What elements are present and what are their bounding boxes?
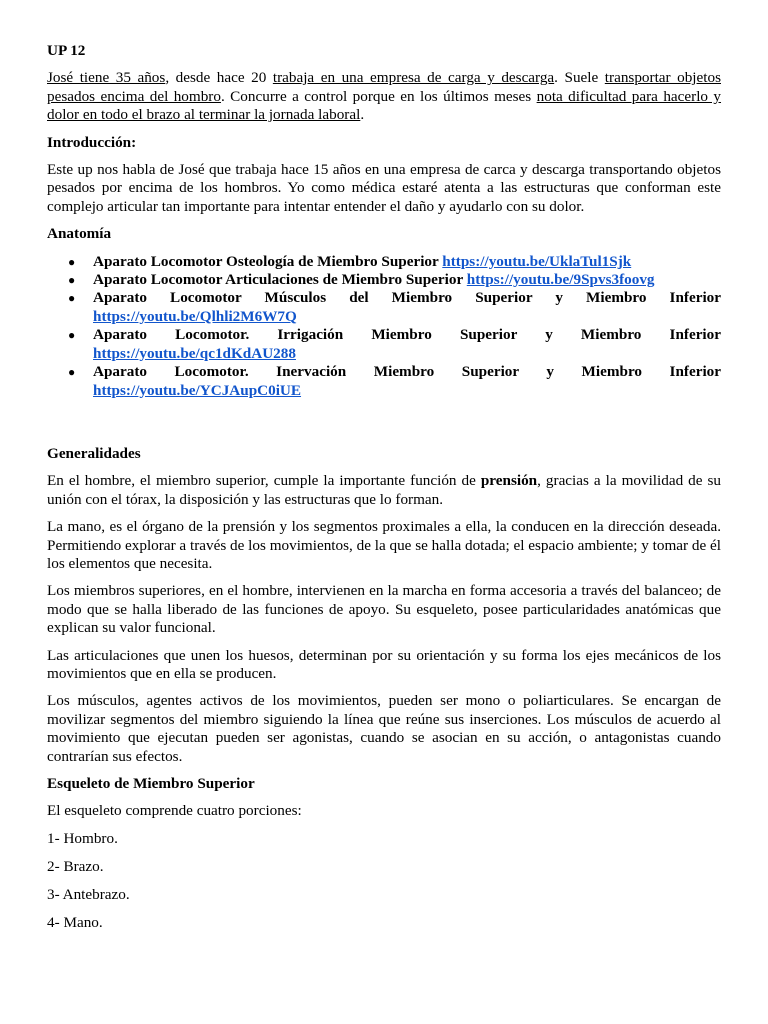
esqueleto-intro: El esqueleto comprende cuatro porciones: (47, 802, 302, 820)
case-part-1: José tiene 35 años (47, 69, 166, 87)
generalidades-heading: Generalidades (47, 444, 141, 462)
case-part-7: nota dificultad para hacerlo y dolor en todo el brazo al terminar la jornada laboral (47, 87, 722, 124)
anatomia-item-label: Aparato Locomotor Osteología de Miembro Superior (93, 252, 443, 270)
gen-p1-part-c: , gracias a la movilidad de su unión con el tórax, la disposición y las estructuras que lo forman. (47, 472, 721, 508)
bullet-icon: ● (68, 273, 76, 288)
anatomia-item-label: Aparato Locomotor. Irrigación Miembro Superior y Miembro Inferior (93, 326, 721, 344)
anatomia-item (68, 252, 721, 271)
anatomia-item-label: Aparato Locomotor. Inervación Miembro Superior y Miembro Inferior (93, 363, 721, 381)
anatomia-item-link[interactable]: https://youtu.be/UklaTul1Sjk (442, 252, 632, 270)
case-part-3: trabaja en una empresa de carga y descarga (272, 69, 555, 87)
gen-p1-bold: prensión (480, 472, 538, 490)
anatomia-item-label: Aparato Locomotor Articulaciones de Miembro Superior (93, 271, 467, 289)
bullet-icon: ● (68, 328, 76, 343)
spacer (47, 409, 721, 445)
generalidades-p3: Los miembros superiores, en el hombre, intervienen en la marcha en forma accesoria a través del balanceo; de modo que se halla liberado de las funciones de apoyo. Su esqueleto, posee particularidades anatómicas que explican su valor funcional. (47, 582, 721, 637)
generalidades-p2: La mano, es el órgano de la prensión y los segmentos proximales a ella, la conducen en la dirección deseada. Permitiendo explorar a través de los movimientos, de la que se halla dotada; el espacio ambiente; y tomar de él los elementos que necesita. (47, 518, 721, 572)
introduccion-heading: Introducción: (47, 133, 137, 151)
introduccion-text: Este up nos habla de José que trabaja hace 15 años en una empresa de carca y descarga transportando objetos pesados por encima de los hombros. Yo como médica estaré atenta a las estructuras que conforman este complejo articular tan importante para intentar entender el daño y ayudarlo con su dolor. (47, 161, 721, 215)
doc-title: UP 12 (47, 42, 86, 59)
anatomia-item (68, 363, 721, 400)
generalidades-p1 (47, 472, 721, 509)
generalidades-p5: Los músculos, agentes activos de los movimientos, pueden ser mono o poliarticulares. Se encargan de movilizar segmentos del miembro siguiendo la línea que reúne sus inserciones. Los músculos de acuerdo al movimiento que ejecutan pueden ser agonistas, cuando se asocian en su acción, o antagonistas cuando contrarían sus efectos. (47, 692, 721, 765)
anatomia-item-link[interactable]: https://youtu.be/qc1dKdAU288 (93, 344, 296, 362)
esqueleto-item: 2- Brazo. (47, 857, 104, 875)
anatomia-item-link[interactable]: https://youtu.be/Qlhli2M6W7Q (93, 307, 297, 325)
case-part-5: transportar objetos pesados encima del hombro (47, 69, 721, 105)
bullet-icon: ● (68, 291, 76, 306)
bullet-icon: ● (68, 365, 76, 380)
anatomia-list (47, 253, 721, 400)
esqueleto-item: 1- Hombro. (47, 829, 118, 847)
case-paragraph (47, 69, 721, 124)
anatomia-item (68, 326, 721, 363)
esqueleto-heading: Esqueleto de Miembro Superior (47, 775, 255, 792)
case-part-4: . Suele (554, 69, 605, 87)
case-part-8: . (360, 106, 365, 124)
gen-p1-part-a: En el hombre, el miembro superior, cumple la importante función de (47, 472, 481, 490)
esqueleto-item: 4- Mano. (47, 913, 103, 931)
esqueleto-item: 3- Antebrazo. (47, 885, 130, 903)
anatomia-heading: Anatomía (47, 225, 112, 243)
anatomia-item (68, 289, 721, 326)
case-part-6: . Concurre a control porque en los últimos meses (220, 87, 537, 105)
case-part-2: , desde hace 20 (165, 69, 273, 87)
generalidades-p4: Las articulaciones que unen los huesos, determinan por su orientación y su forma los ejes mecánicos de los movimientos que en ella se producen. (47, 646, 721, 682)
anatomia-item-label: Aparato Locomotor Músculos del Miembro Superior y Miembro Inferior (93, 289, 721, 307)
document-page (47, 42, 721, 942)
bullet-icon: ● (68, 254, 76, 269)
anatomia-item (68, 271, 721, 289)
anatomia-item-link[interactable]: https://youtu.be/9Spvs3foovg (466, 271, 655, 289)
anatomia-item-link[interactable]: https://youtu.be/YCJAupC0iUE (93, 381, 302, 399)
esqueleto-list (47, 830, 721, 932)
